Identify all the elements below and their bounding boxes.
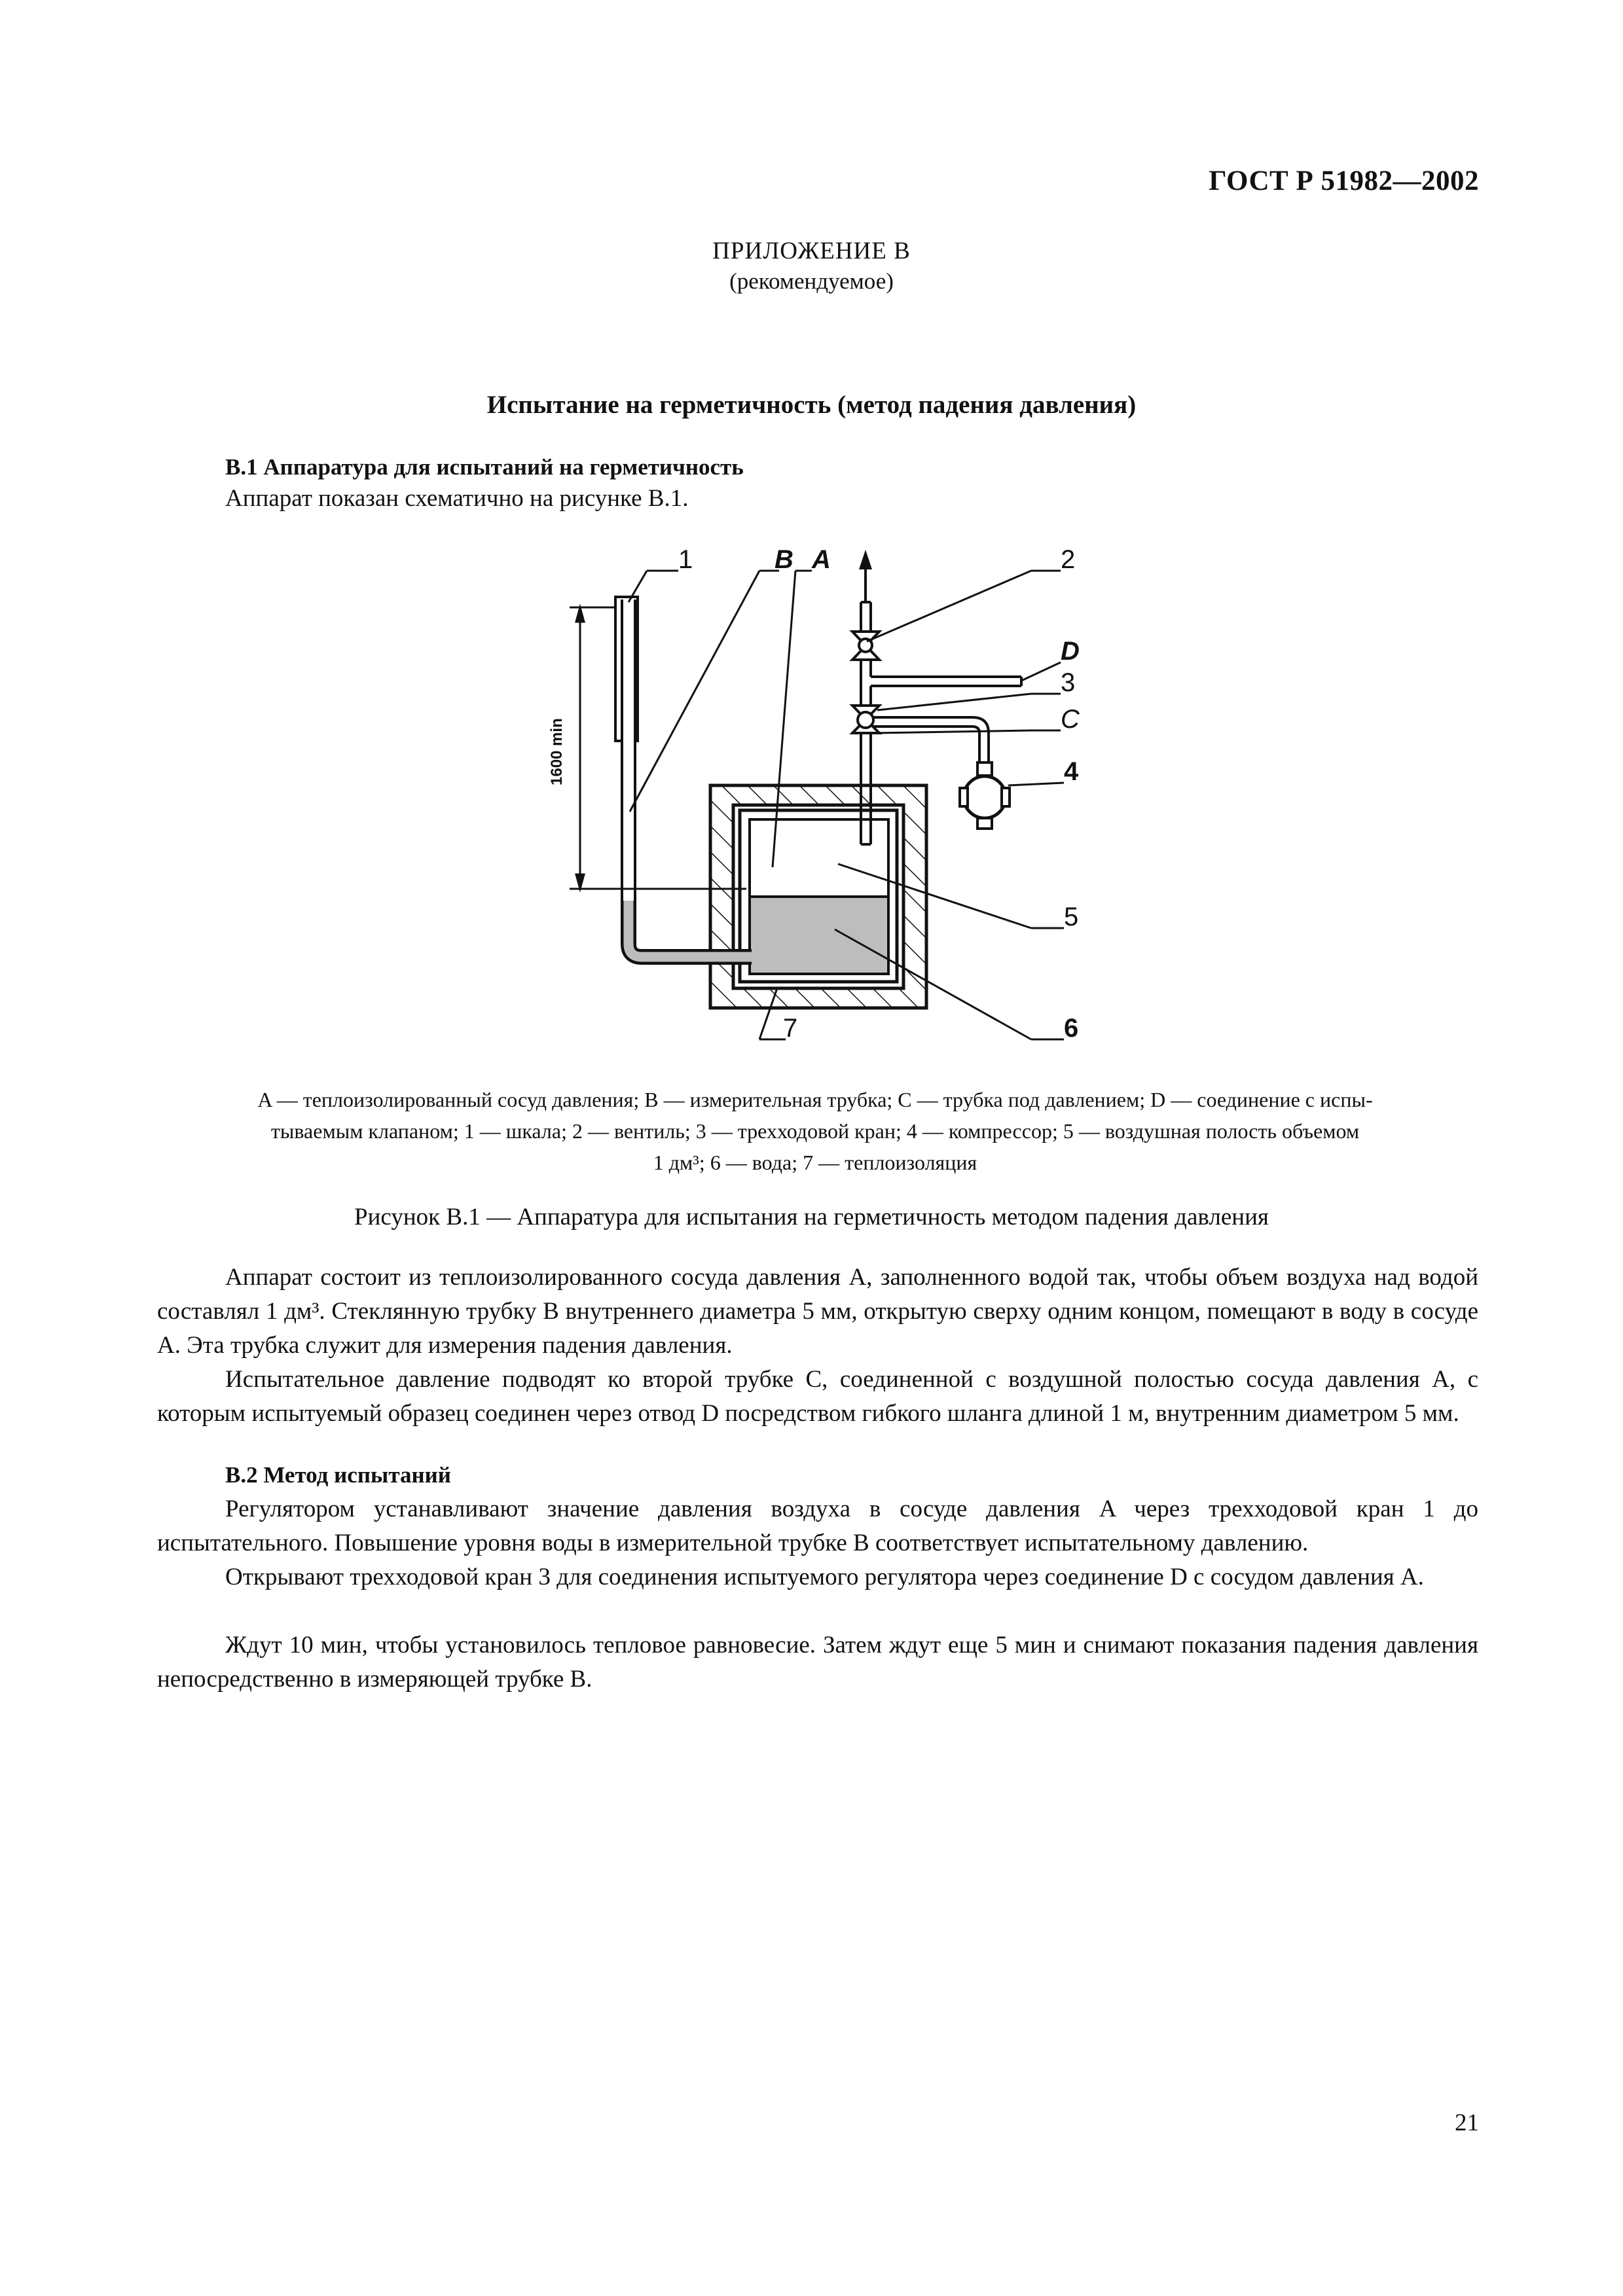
figure-legend [164, 1084, 1467, 1178]
section-heading-b1: В.1 Аппаратура для испытаний на герметичность [225, 454, 744, 480]
dimension-label: 1600 min [548, 718, 566, 785]
main-title: Испытание на герметичность (метод падения давления) [486, 391, 1137, 419]
water [751, 897, 887, 973]
valve-2 [852, 632, 879, 660]
label-5: 5 [1064, 903, 1079, 931]
paragraph-4 [157, 1560, 1478, 1594]
up-arrow-icon [859, 550, 872, 602]
paragraph-1-text: Аппарат состоит из теплоизолированного сосуда давления A, заполненного водой так, чтобы объем воздуха над водой составлял 1 дм³. Стеклянную трубку B внутреннего диаметра 5 мм, открытую сверху одним концом, помещают в воду в сосуде A. Эта трубка служит для измерения падения давления. [157, 1264, 1478, 1359]
section-heading-b2: В.2 Метод испытаний [225, 1462, 451, 1488]
figure-caption: Рисунок В.1 — Аппаратура для испытания на герметичность методом падения давления [354, 1204, 1269, 1230]
paragraph-4-text: Открывают трехходовой кран 3 для соединения испытуемого регулятора через соединение D с сосудом давления A. [225, 1564, 1424, 1590]
page-number: 21 [1455, 2109, 1479, 2136]
label-1: 1 [678, 545, 693, 574]
legend-line-3: 1 дм³; 6 — вода; 7 — теплоизоляция [653, 1151, 977, 1174]
label-3: 3 [1061, 668, 1076, 697]
paragraph-3 [157, 1492, 1478, 1560]
legend-line-1: A — теплоизолированный сосуд давления; B — измерительная трубка; C — трубка под давлением; D — соединение с испы- [257, 1088, 1373, 1111]
label-6: 6 [1064, 1014, 1079, 1043]
legend-line-2: тываемым клапаном; 1 — шкала; 2 — вентиль; 3 — трехходовой кран; 4 — компрессор; 5 — воздушная полость объемом [270, 1119, 1360, 1143]
paragraph-2-text: Испытательное давление подводят ко второй трубке C, соединенной с воздушной полостью сосуда давления A, с которым испытуемый образец соединен через отвод D посредством гибкого шланга длиной 1 м, внутренним диаметром 5 мм. [157, 1366, 1478, 1427]
paragraph-1 [157, 1261, 1478, 1363]
apparatus-diagram [550, 537, 1113, 1064]
document-code: ГОСТ Р 51982—2002 [1209, 166, 1479, 196]
label-7: 7 [783, 1014, 798, 1043]
compressor [960, 762, 1010, 829]
section-intro: Аппарат показан схематично на рисунке В.1. [225, 485, 689, 512]
pressure-vessel [740, 810, 897, 982]
appendix-title: ПРИЛОЖЕНИЕ В [712, 238, 911, 264]
label-a: A [812, 545, 831, 574]
appendix-subtitle: (рекомендуемое) [729, 268, 894, 294]
three-way-valve-3 [852, 706, 879, 733]
paragraph-5-text: Ждут 10 мин, чтобы установилось тепловое равновесие. Затем ждут еще 5 мин и снимают показания падения давления непосредственно в измеряющей трубке B. [157, 1632, 1478, 1693]
paragraph-2 [157, 1363, 1478, 1431]
label-2: 2 [1061, 545, 1076, 574]
paragraph-5 [157, 1628, 1478, 1696]
label-4: 4 [1064, 757, 1079, 786]
label-b: B [775, 545, 793, 574]
label-d: D [1061, 637, 1080, 666]
label-c: C [1061, 705, 1080, 734]
paragraph-3-text: Регулятором устанавливают значение давления воздуха в сосуде давления A через трехходовой кран 1 до испытательного. Повышение уровня воды в измерительной трубке B соответствует испытательному давлению. [157, 1496, 1478, 1556]
